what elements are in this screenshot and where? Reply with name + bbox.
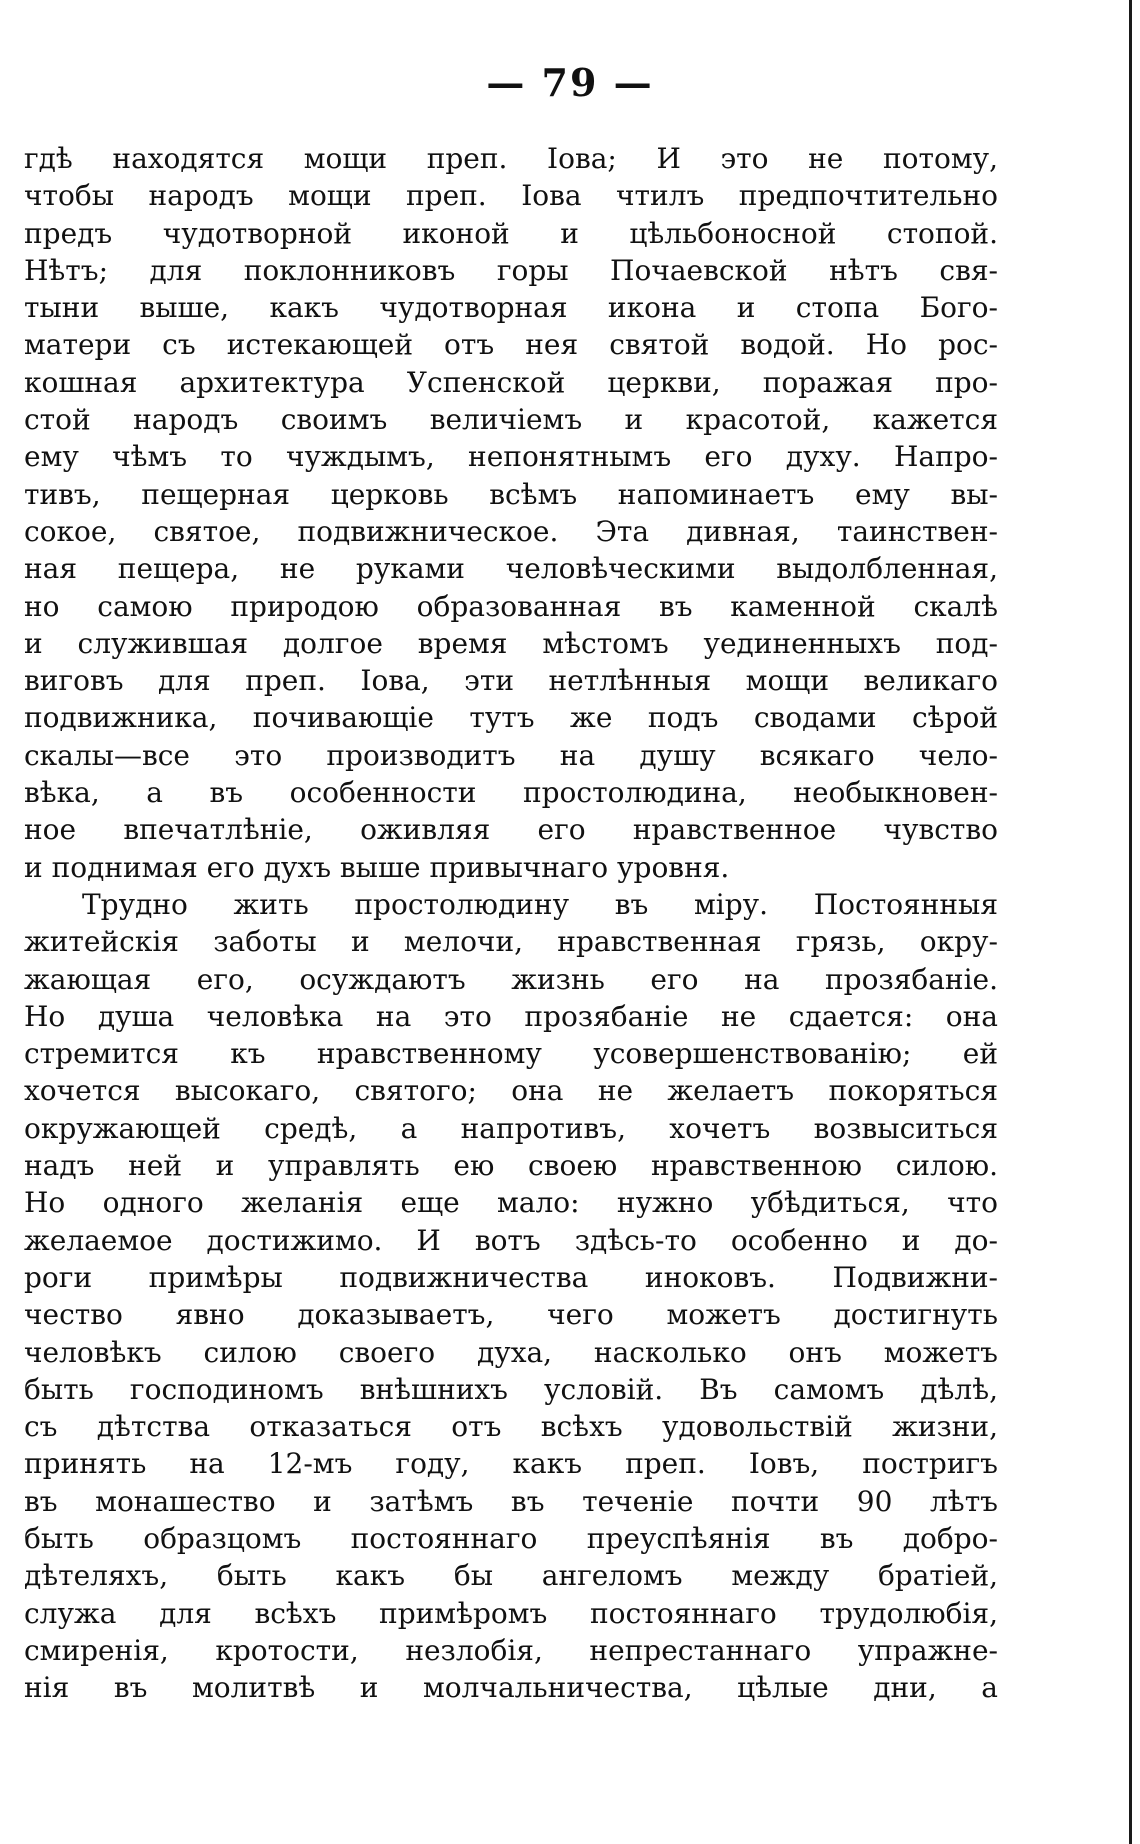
text-line: быть господиномъ внѣшнихъ условій. Въ самомъ дѣлѣ, bbox=[24, 1372, 998, 1406]
text-line: виговъ для преп. Іова, эти нетлѣнныя мощи великаго bbox=[24, 664, 998, 698]
text-line: человѣкъ силою своего духа, насколько онъ можетъ bbox=[24, 1335, 998, 1369]
text-line: Но душа человѣка на это прозябаніе не сдается: она bbox=[24, 999, 998, 1033]
text-line: чество явно доказываетъ, чего можетъ достигнуть bbox=[24, 1298, 998, 1332]
text-line: ная пещера, не руками человѣческими выдолбленная, bbox=[24, 552, 998, 586]
text-line: служа для всѣхъ примѣромъ постояннаго трудолюбія, bbox=[24, 1596, 998, 1630]
page-edge-line bbox=[1129, 0, 1132, 1844]
text-line: Нѣтъ; для поклонниковъ горы Почаевской нѣтъ свя- bbox=[24, 253, 998, 287]
text-line: чтобы народъ мощи преп. Іова чтилъ предпочтительно bbox=[24, 179, 998, 213]
text-line: Трудно жить простолюдину въ міру. Постоянныя bbox=[82, 887, 998, 921]
page-number: — 79 — bbox=[486, 60, 654, 105]
text-line: Но одного желанія еще мало: нужно убѣдиться, что bbox=[24, 1186, 998, 1220]
text-line: кошная архитектура Успенской церкви, поражая про- bbox=[24, 365, 998, 399]
text-line: тыни выше, какъ чудотворная икона и стопа Бого- bbox=[24, 291, 998, 325]
text-line: и служившая долгое время мѣстомъ уединенныхъ под- bbox=[24, 626, 998, 660]
text-line: желаемое достижимо. И вотъ здѣсь-то особенно и до- bbox=[24, 1223, 998, 1257]
text-line: подвижника, почивающіе тутъ же подъ сводами сѣрой bbox=[24, 701, 998, 735]
text-line: стой народъ своимъ величіемъ и красотой, кажется bbox=[24, 403, 998, 437]
text-line: и поднимая его духъ выше привычнаго уровня. bbox=[24, 850, 730, 884]
text-line: съ дѣтства отказаться отъ всѣхъ удовольствій жизни, bbox=[24, 1410, 998, 1444]
text-line: быть образцомъ постояннаго преуспѣянія въ добро- bbox=[24, 1521, 998, 1555]
text-line: но самою природою образованная въ каменной скалѣ bbox=[24, 589, 998, 623]
text-line: предъ чудотворной иконой и цѣльбоносной стопой. bbox=[24, 216, 998, 250]
text-line: тивъ, пещерная церковь всѣмъ напоминаетъ ему вы- bbox=[24, 477, 998, 511]
text-line: стремится къ нравственному усовершенствованію; ей bbox=[24, 1037, 998, 1071]
text-line: смиренія, кротости, незлобія, непрестаннаго упражне- bbox=[24, 1633, 998, 1667]
text-line: сокое, святое, подвижническое. Эта дивная, таинствен- bbox=[24, 514, 998, 548]
text-line: надъ ней и управлять ею своею нравственною силою. bbox=[24, 1149, 998, 1183]
text-line: дѣтеляхъ, быть какъ бы ангеломъ между братіей, bbox=[24, 1559, 998, 1593]
text-line: жающая его, осуждаютъ жизнь его на прозябаніе. bbox=[24, 962, 998, 996]
text-line: нія въ молитвѣ и молчальничества, цѣлые дни, а bbox=[24, 1671, 998, 1705]
text-line: окружающей средѣ, а напротивъ, хочетъ возвыситься bbox=[24, 1111, 998, 1145]
text-line: хочется высокаго, святого; она не желаетъ покоряться bbox=[24, 1074, 998, 1108]
text-line: роги примѣры подвижничества иноковъ. Подвижни- bbox=[24, 1260, 998, 1294]
text-line: ему чѣмъ то чуждымъ, непонятнымъ его духу. Напро- bbox=[24, 440, 998, 474]
text-line: въ монашество и затѣмъ въ теченіе почти 90 лѣтъ bbox=[24, 1484, 998, 1518]
body-text bbox=[24, 140, 998, 1706]
text-line: житейскія заботы и мелочи, нравственная грязь, окру- bbox=[24, 925, 998, 959]
text-line: ное впечатлѣніе, оживляя его нравственное чувство bbox=[24, 813, 998, 847]
text-line: вѣка, а въ особенности простолюдина, необыкновен- bbox=[24, 776, 998, 810]
text-line: принять на 12-мъ году, какъ преп. Іовъ, постригъ bbox=[24, 1447, 998, 1481]
text-line: матери съ истекающей отъ нея святой водой. Но рос- bbox=[24, 328, 998, 362]
paragraph bbox=[24, 886, 998, 1707]
paragraph bbox=[24, 140, 998, 886]
text-line: скалы—все это производитъ на душу всякаго чело- bbox=[24, 738, 998, 772]
text-line: гдѣ находятся мощи преп. Іова; И это не потому, bbox=[24, 142, 998, 175]
